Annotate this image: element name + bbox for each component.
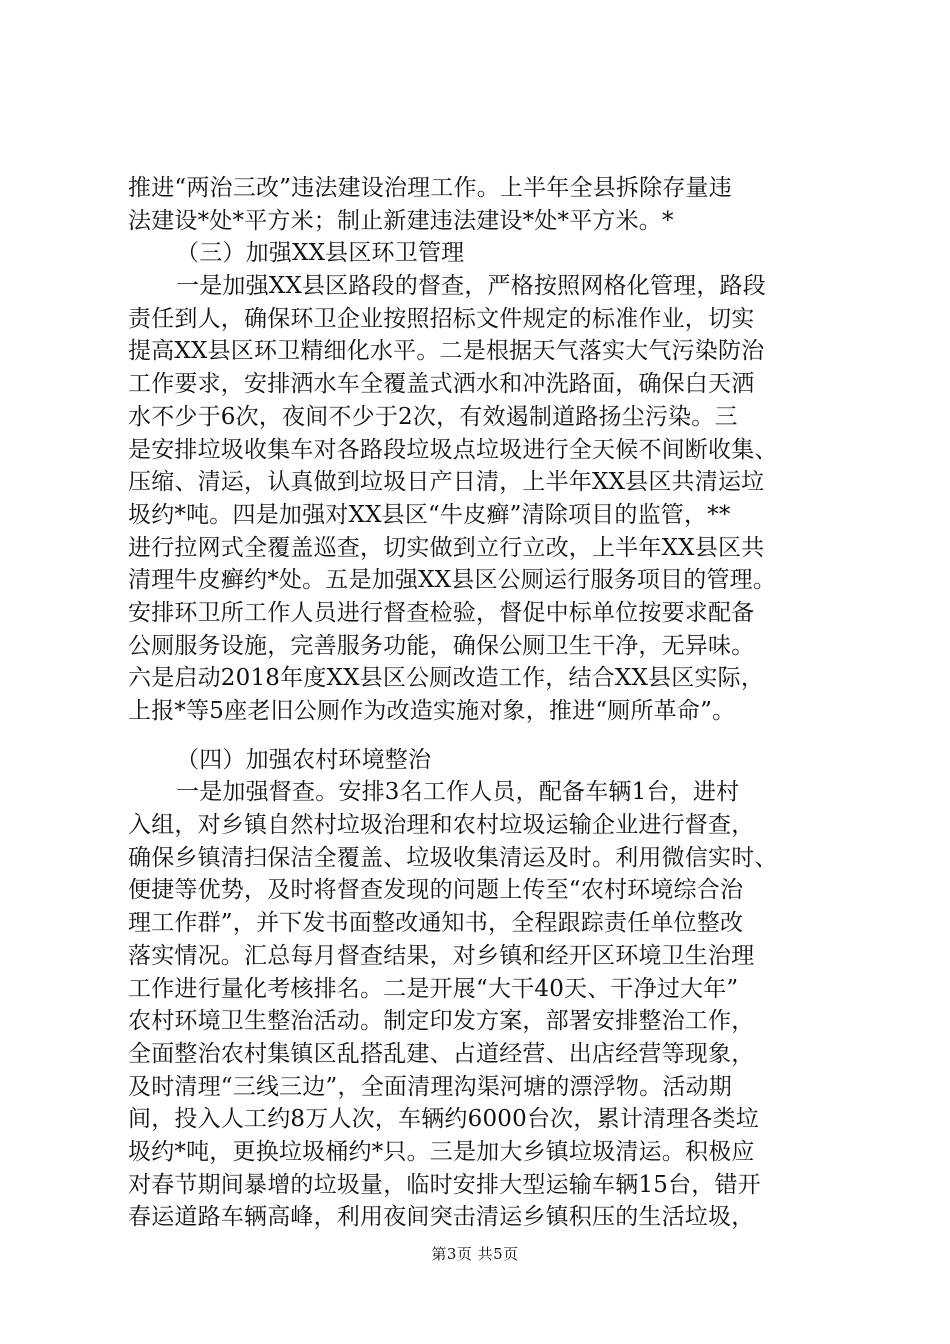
section-heading: （四）加强农村环境整治 <box>176 746 432 773</box>
section-4 <box>128 744 828 1234</box>
paragraph-line: 一是加强XX县区路段的督查，严格按照网格化管理，路段 <box>176 273 766 300</box>
paragraph-line: 圾约*吨，更换垃圾桶约*只。三是加大乡镇垃圾清运。积极应 <box>128 1138 755 1165</box>
document-body <box>128 172 828 1234</box>
paragraph-line: 入组，对乡镇自然村垃圾治理和农村垃圾运输企业进行督查， <box>128 812 755 839</box>
paragraph-line: 推进“两治三改”违法建设治理工作。上半年全县拆除存量违 <box>128 175 732 201</box>
paragraph-line: 六是启动2018年度XX县区公厕改造工作，结合XX县区实际， <box>128 665 765 692</box>
paragraph-line: 责任到人，确保环卫企业按照招标文件规定的标准作业，切实 <box>128 305 755 332</box>
paragraph-line: 清理牛皮癣约*处。五是加强XX县区公厕运行服务项目的管理。 <box>128 567 777 594</box>
paragraph-line: 一是加强督查。安排3名工作人员，配备车辆1台，进村 <box>176 779 740 806</box>
paragraph-line: 对春节期间暴增的垃圾量，临时安排大型运输车辆15台，错开 <box>128 1171 761 1198</box>
paragraph-line: 及时清理“三线三边”，全面清理沟渠河塘的漂浮物。活动期 <box>128 1073 732 1100</box>
paragraph-line: 安排环卫所工作人员进行督查检验，督促中标单位按要求配备 <box>128 599 755 626</box>
paragraph-line: 落实情况。汇总每月督查结果，对乡镇和经开区环境卫生治理 <box>128 942 755 969</box>
paragraph-line: 工作进行量化考核排名。二是开展“大干40天、干净过大年” <box>128 975 739 1002</box>
paragraph-line: 是安排垃圾收集车对各路段垃圾点垃圾进行全天候不间断收集、 <box>128 436 778 463</box>
section-heading: （三）加强XX县区环卫管理 <box>176 240 465 267</box>
paragraph-line: 圾约*吨。四是加强对XX县区“牛皮癣”清除项目的监管，** <box>128 501 731 528</box>
paragraph-line: 理工作群”，并下发书面整改通知书，全程跟踪责任单位整改 <box>128 910 744 937</box>
paragraph-line: 全面整治农村集镇区乱搭乱建、占道经营、出店经营等现象， <box>128 1040 755 1067</box>
paragraph-line: 农村环境卫生整治活动。制定印发方案，部署安排整治工作， <box>128 1008 755 1035</box>
paragraph-line: 便捷等优势，及时将督查发现的问题上传至“农村环境综合治 <box>128 877 744 904</box>
paragraph-line: 压缩、清运，认真做到垃圾日产日清，上半年XX县区共清运垃 <box>128 469 765 496</box>
paragraph-line: 法建设*处*平方米；制止新建违法建设*处*平方米。* <box>128 207 674 234</box>
paragraph-line: 公厕服务设施，完善服务功能，确保公厕卫生干净，无异味。 <box>128 632 755 659</box>
paragraph-line: 确保乡镇清扫保洁全覆盖、垃圾收集清运及时。利用微信实时、 <box>128 844 778 871</box>
section-3 <box>128 237 828 727</box>
paragraph-line: 上报*等5座老旧公厕作为改造实施对象，推进“厕所革命”。 <box>128 698 736 724</box>
paragraph-line: 间，投入人工约8万人次，车辆约6000台次，累计清理各类垃 <box>128 1106 759 1133</box>
paragraph-line: 春运道路车辆高峰，利用夜间突击清运乡镇积压的生活垃圾， <box>128 1204 755 1231</box>
page-footer: 第3页 共5页 <box>431 1245 519 1263</box>
paragraph-line: 提高XX县区环卫精细化水平。二是根据天气落实大气污染防治 <box>128 338 765 365</box>
paragraph-line: 进行拉网式全覆盖巡查，切实做到立行立改，上半年XX县区共 <box>128 534 765 561</box>
paragraph-line: 工作要求，安排洒水车全覆盖式洒水和冲洗路面，确保白天洒 <box>128 371 755 398</box>
paragraph-line: 水不少于6次，夜间不少于2次，有效遏制道路扬尘污染。三 <box>128 403 738 430</box>
section-continuation <box>128 172 828 237</box>
